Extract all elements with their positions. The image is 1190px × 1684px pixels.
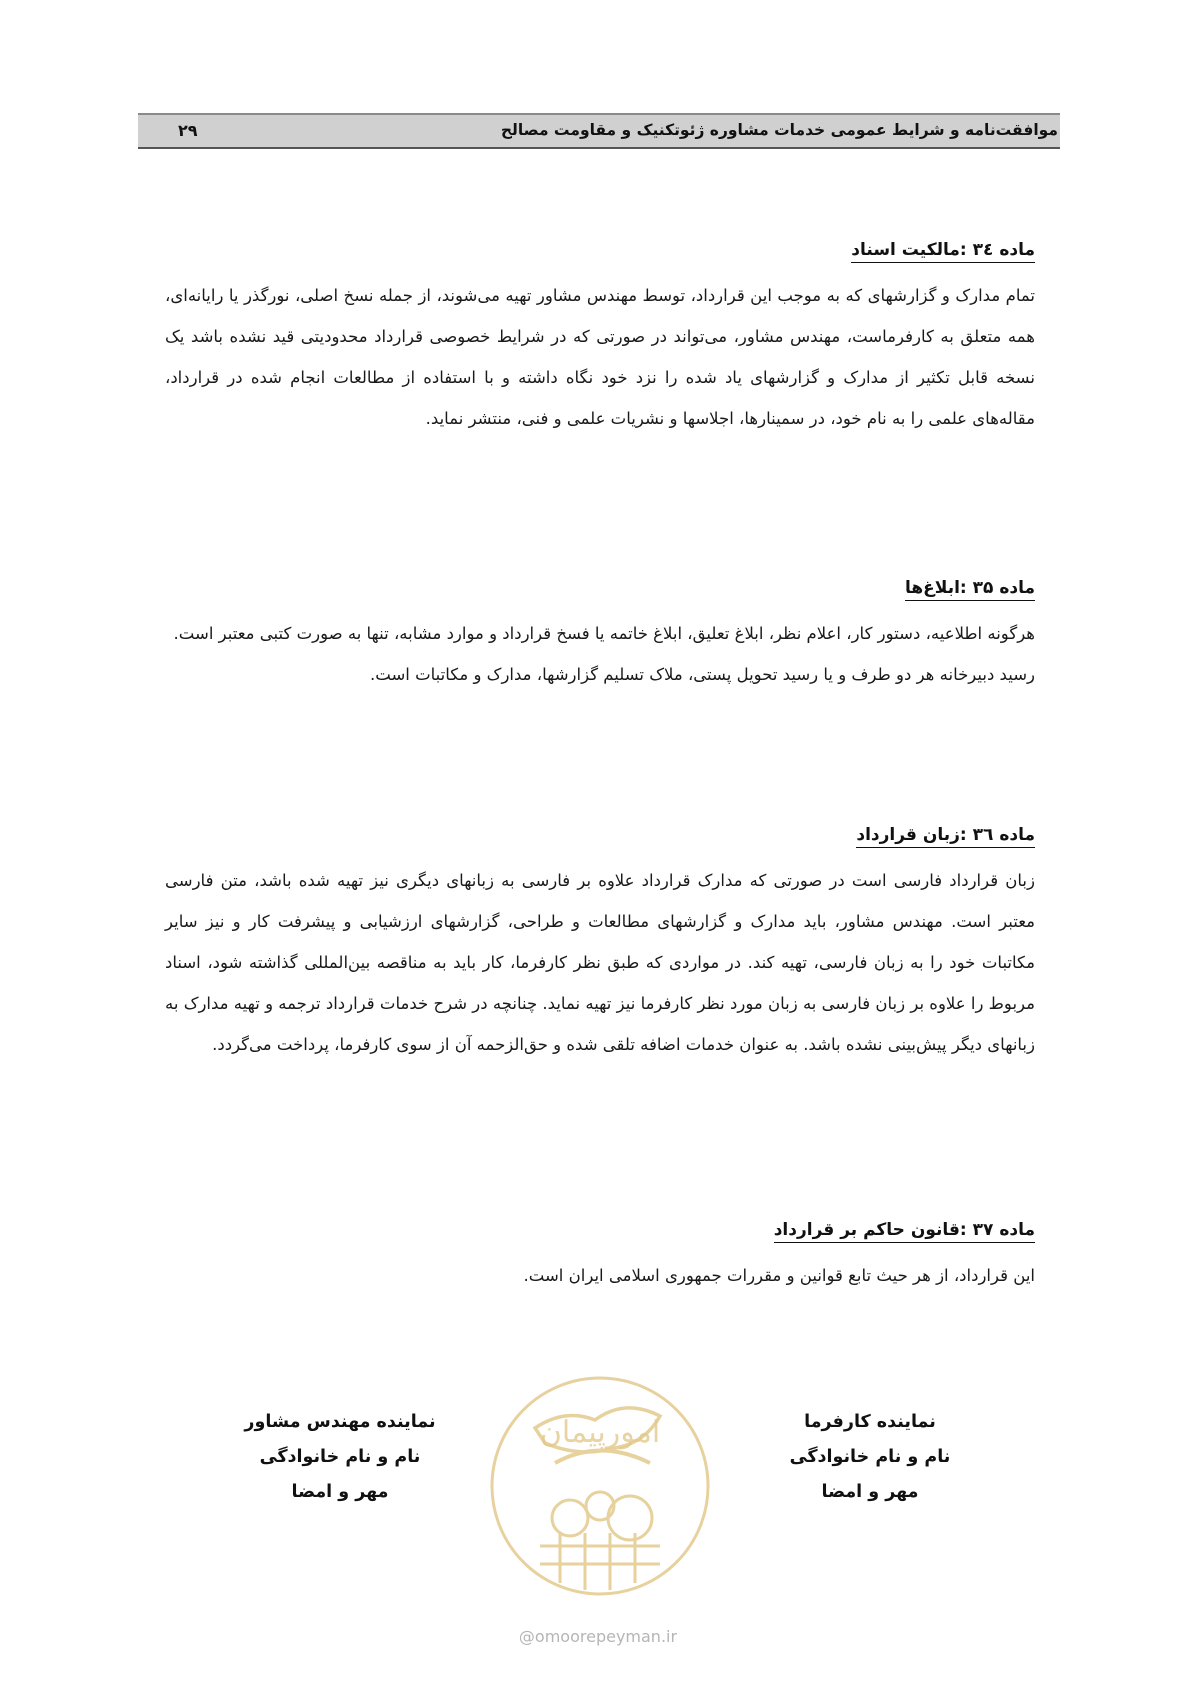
article-36 [165,825,1035,1065]
watermark-logo-text: امورپیمان [539,1415,661,1450]
article-paragraph: هرگونه اطلاعیه، دستور کار، اعلام نظر، ابلاغ تعلیق، ابلاغ خاتمه یا فسخ قرارداد و موارد مشابه، تنها به صورت کتبی معتبر است. [173,624,1035,643]
page-number: ۲۹ [178,121,198,140]
article-37 [165,1220,1035,1296]
article-paragraph: تمام مدارک و گزارشهای که به موجب این قرارداد، توسط مهندس مشاور تهیه می‌شوند، از جمله نسخ اصلی، نورگذر یا رایانه‌ای، همه متعلق به کارفرماست، مهندس مشاور، می‌تواند در صورتی که در شرایط خصوصی قرارداد محدودیتی قید نشده باشد یک نسخه قابل تکثیر از مدارک و گزارشهای یاد شده را نزد خود نگاه داشته و با استفاده از مطالعات انجام شده در قرارداد، مقاله‌های علمی را به نام خود، در سمینارها، اجلاسها و نشریات علمی و فنی، منتشر نماید. [165,286,1035,428]
article-paragraph: زبان قرارداد فارسی است در صورتی که مدارک قرارداد علاوه بر فارسی به زبانهای دیگری نیز تهیه شده باشد، متن فارسی معتبر است. مهندس مشاور، باید مدارک و گزارشهای مطالعات و طراحی، گزارشهای ارزشیابی و پیشرفت کار و نیز سایر مکاتبات خود را به زبان فارسی، تهیه کند. در مواردی که طبق نظر کارفرما، کار باید به مناقصه بین‌المللی گذاشته شود، اسناد مربوط را علاوه بر زبان فارسی به زبان مورد نظر کارفرما نیز تهیه نماید. چنانچه در شرح خدمات قرارداد ترجمه و تهیه مدارک به زبانهای دیگر پیش‌بینی نشده باشد. به عنوان خدمات اضافه تلقی شده و حق‌الزحمه آن از سوی کارفرما، پرداخت می‌گردد. [165,871,1035,1054]
watermark-url-text: omoorepeyman.ir [534,1627,678,1646]
header-title: موافقت‌نامه و شرایط عمومی خدمات مشاوره ژئوتکنیک و مقاومت مصالح [500,121,1058,139]
employer-name-label: نام و نام خانوادگی [789,1447,951,1467]
article-heading: ماده ۳٦ :زبان قرارداد [856,825,1035,848]
article-35 [165,578,1035,695]
article-heading: ماده ۳۷ :قانون حاکم بر قرارداد [774,1220,1035,1243]
employer-stamp-label: مهر و امضا [821,1482,919,1502]
watermark-url [488,1627,708,1646]
employer-rep-label: نماینده کارفرما [804,1412,936,1432]
watermark-seal-icon [485,1368,715,1608]
employer-signature-block [740,1405,1000,1510]
article-heading: ماده ۳٤ :مالکیت اسناد [851,240,1035,263]
consultant-signature-block [210,1405,470,1510]
article-34 [165,240,1035,439]
article-paragraph: این قرارداد، از هر حیث تابع قوانین و مقررات جمهوری اسلامی ایران است. [523,1266,1035,1285]
consultant-name-label: نام و نام خانوادگی [259,1447,421,1467]
page-header [138,113,1060,149]
consultant-rep-label: نماینده مهندس مشاور [244,1412,436,1432]
article-paragraph: رسید دبیرخانه هر دو طرف و یا رسید تحویل پستی، ملاک تسلیم گزارشها، مدارک و مکاتبات است. [370,665,1035,684]
article-heading: ماده ۳۵ :ابلاغ‌ها [905,578,1035,601]
consultant-stamp-label: مهر و امضا [291,1482,389,1502]
watermark-at-icon: @ [518,1627,535,1646]
